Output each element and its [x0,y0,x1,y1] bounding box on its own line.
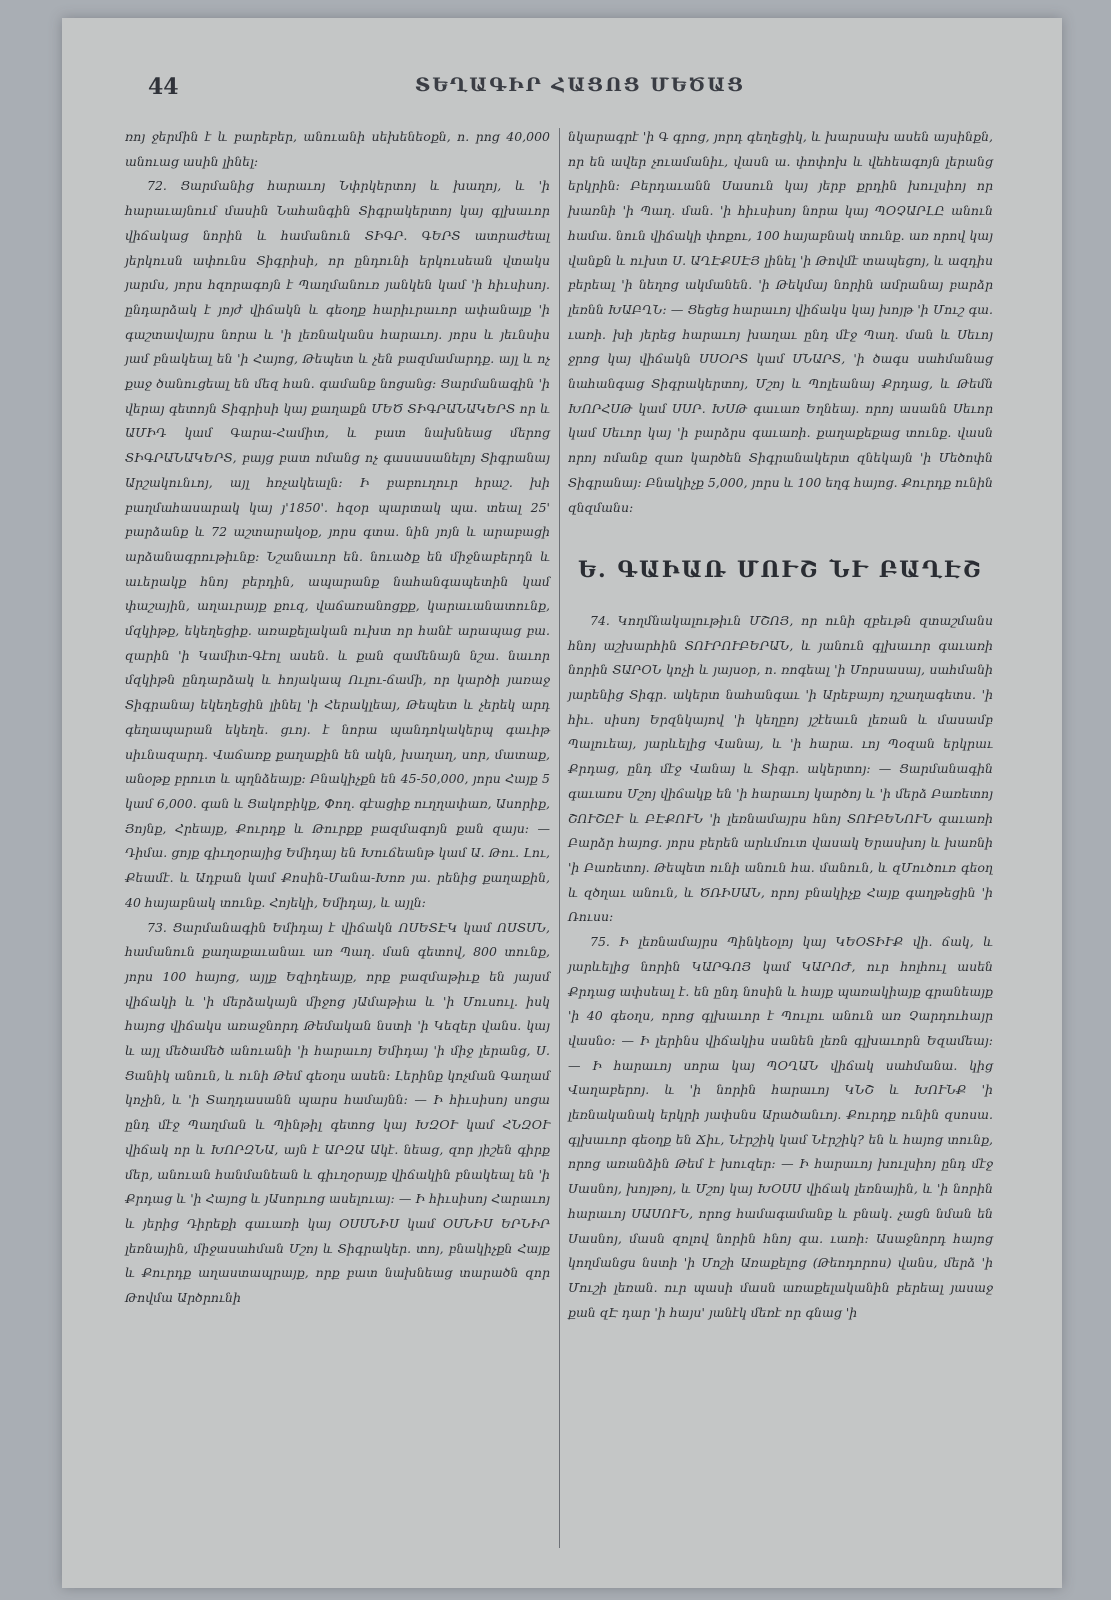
column-divider [559,128,560,1548]
page-number: 44 [148,74,179,100]
running-title: ՏԵՂԱԳԻՐ ՀԱՑՈՑ ՄԵԾԱՑ [414,74,746,96]
paragraph: ռոյ ջերմին է և բարեբեր, անուանի սեխենեօքն, ո. րոց 40,000 անուաց ասին լինել։ [125,129,550,169]
paragraph: 75. Ի լեռնամայրս Պինկեօլոյ կայ ԿԵՕՏԻՒՔ վի. ճակ, և յարևելից նորին ԿԱՐԳՈՅ կամ ԿԱՐՈԺ, ուր հոլհուլ ասեն Քրդաց ափսեալ է. են ընդ նոսին և հայք պառակիայք գրանեայք 'ի 40 գեօղս, որոց գլխաւոր է Պուլու անուն առ Չարդուհայր վասնօ։ — Ի լերինս վիճակիս սանեն լեռն գլխաւորն Եզամեայ։ — Ի հարաւոյ սորա կայ ՊՕՂԱՆ վիճակ սահմանա. կից Վաղաբերոյ. և 'ի նորին հարաւոյ ԿՆՇ և ԽՈՒՆՔ 'ի լեռնականակ երկրի յափսնս Արածանւոյ. Քուրդք ունին զսոսա. գլխաւոր գեօղք են Ճիւ, Նէրշիկ կամ Նէրշիկ? են և հայոց տունք, որոց առանձին Թեմ է խուզեր։ — Ի հարաւոյ խուլսիոյ ընդ մէջ Սասնոյ, խոյթոյ, և Մշոյ կայ ԽՕՍՍ վիճակ լեռնային, և 'ի նորին հարաւոյ ՍԱՍՈՒՆ, որոց համագամանք և բնակ. չացն նման են Սասնոյ, մասն զոլով նորին հնոյ գա. ւառի։ Ասաջնորդ հայոց կողմանցս նստի 'ի Մոշի Առաքելոց (Թեոդորոս) վանս, մերձ 'ի Մուշի լեռան. ուր պասի մասն առաքելականին բերեալ յասաջ քան զԷ դար 'ի հայս' յանէկ մեռէ որ գնաց 'ի [568,934,993,1320]
paragraph: 72. Ցարմանից հարաւոյ Նփրկերտոյ և խաղոյ, և 'ի հարաւայնում մասին Նահանգին Տիգրակերտոյ կայ գլխաւոր վիճակաց նորին և համանուն ՏԻԳՐ. ԳԵՐՏ ատրաժեալ յերկուսն ափունս Տիգրիսի, որ ընդունի երկուսեան վտակս յարմս, յորս հզորագոյն է Պաղմանուռ յանկեն կամ 'ի հիւսիսոյ. ընդարձակ է յոյժ վիճակն և գեօղք հարիւրաւոր ափանալք 'ի գաշտավայրս նորա և 'ի լեռնականս հարաւոյ. յորս և յեւնսիս յամ բնակեալ են 'ի Հայոց, Թեպետ և չեն բազմամարդք. այլ և ոչ քաջ ծանուցեալ են մեզ հան. գամանք նոցանց։ Ցարմանագին 'ի վերայ գետոյն Տիգրիսի կայ քաղաքն ՄԵԾ ՏԻԳՐԱՆԱԿԵՐՏ որ և ԱՄԻԴ կամ Գարա-Համիտ, և բատ նախնեաց մերոց ՏԻԳՐԱՆԱԿԵՐՏ, բայց բատ ոմանց ոչ գասասանելոյ Տիգրանայ Արշակունւոյ, այլ հռչակեալն։ Ի բաբուղուր հրաշ. խի բաղմահասարակ կայ յ'1850'. հզօր պարտակ պա. տեալ 25' բարձանք և 72 աշտարակօք, յորս գտա. նին յոյն և արաբացի արձանագրութիւնք։ Նշանաւոր են. նուածք են միջնաբերդն և աւերակք հնոյ բերդին, ապարանք նահանգապետին կամ փաշային, աղաւրայք քուզ, վաճառանոցքք, կարաւանատունք, մզկիթք, եկեղեցիք. առաքելական ուխտ որ հանէ արապաց բա. զարին 'ի Կամիտ-Գէոլ ասեն. և քան զամենայն նշա. նաւոր մզկիթն ընդարձակ և հոյակապ Ուլու-ճամի, որ կարծի յառաջ Տիգրանայ եկեղեցին լինել 'ի Հերակլեայ, Թեպետ և չերեկ արդ գեղապարան եկեղե. ցւոյ. է նորա պանդոկակերպ գաւիթ սիւնազարդ. Վաճառք քաղաքին են ակն, խաղաղ, սոր, մատաք, անօթք բրուտ և պղնձեայք։ Բնակիչքն են 45-50,000, յորս Հայք 5 կամ 6,000. գան և Ցակոբիկք, Փող. գէացիք ուղղափառ, Ասորիք, Յոյնք, Հրեայք, Քուրդք և Թուրքք բազմագոյն քան զայս։ — Դիմա. ցոյք գիւղօրայից Եմիդայ են Խուճեանթ կամ Ա. Թու. Լու, Քեամէ. և Ադբան կամ Քոսին-Մանա-Խոռ յա. րենից քաղաքին, 40 հայաբնակ տունք. Հոյեկի, Եմիդայ, և այլն։ [125,178,550,910]
paragraph: 73. Ցարմանագին Եմիդայ է վիճակն ՈՍԵՏԷԿ կամ ՈՍՏՍՆ, համանուն քաղաքաւանաւ առ Պաղ. ման գետով, 800 տունք, յորս 100 հայոց, այլք Եզիդեայք, որք բազմաթիւք են յայսմ վիճակի և 'ի մերձակայն միջոց յԱմաթիա և 'ի Մուսուլ. իսկ հայոց վիճակս առաջնորդ Թեմական նստի 'ի Կեզեր վանս. կայ և այլ մեծամեծ անուանի 'ի հարաւոյ Եմիդայ 'ի միջ լերանց, Ս. Ցանիկ անուն, և ունի Թեմ գեօղս ասեն։ Լերինք կոչման Գաղամ կոչին, և 'ի Տաղդասանն պարս համայնն։ — Ի հիւսիսոյ սոցա ընդ մէջ Պաղման և Պինթիլ գետոց կայ ԽԶՕՒ կամ ՀՆԶՕՒ վիճակ որ և ԽՈՐԶՆԱ, այն է ԱՐԶԱ Ակէ. նեաց, զոր յիշեն գիրք մեր, անուան հանմանեան և գիւղօրայք վիճակին բնակեալ են 'ի Քրդաց և 'ի Հայոց և յԱսորւոց ասելուայ։ — Ի հիւսիսոյ Հարաւոյ և յերից Դիրեքի գաւառի կայ ՕՍՍՆԻՍ կամ ՕՍՆԻՍ ԵՐՆԻՐ լեռնային, միջասահման Մշոյ և Տիգրակեր. տոյ, բնակիչքն Հայք և Քուրդք աղաստապրայք, որք բատ նախնեաց տարածն զոր Թովմա Արծրունի [125,919,550,1306]
right-column [568,125,993,1325]
left-column [125,125,550,1311]
paragraph: 74. Կողմնակալութիւն ՄՇՈՅ, որ ունի զբեւթն զտաշմանս հնոյ աշխարհին ՏՈՒՐՈՒԲԵՐԱՆ, և յանուն գլխաւոր գաւառի նորին ՏԱՐՕՆ կոչի և յայսօր, ո. ռոգեալ 'ի Մորսասայ, սահմանի յարենից Տիգր. ակերտ նահանգաւ 'ի Արեբայոյ դշաղագետս. 'ի հիւ. սիսոյ Երզնկայով 'ի կեղըոյ յշէեաւն լեռան և մասամբ Պալուեայ, յարևելից Վանայ, և 'ի հարա. ւոյ Պօզան երկրաւ Քրդաց, ընդ մէջ Վանայ և Տիգր. ակերտոյ։ — Ցարմանագին գաւառս Մշոյ վիճակք են 'ի հարաւոյ կարծոյ և 'ի մերձ Բառետոյ ՇՈՒՇԸՒ և ԲԷՔՈՒՆ 'ի լեռնամայրս հնոյ ՏՈՒԲԵՆՈՒՆ գաւառի Բարձր հայոց. յորս բերեն արևմուտ վասակ Երասխոյ և խառնի 'ի Բառետոյ. Թեպետ ունի անուն հա. մանուն, և զՄուծուռ գեօղ և զծղաւ անուն, և ԾՌԻՍԱՆ, որոյ բնակիչք Հայք գաղթեցին 'ի Ռուսս։ [568,612,993,925]
section-heading: Ե. ԳԱԻԱՌ ՄՈՒՇ ՆՒ ԲԱՂԷՇ [577,557,984,584]
paragraph: նկարագրէ 'ի Գ գրոց, յորդ գեղեցիկ, և խարսախ ասեն այսինքն, որ են ավեր չուամանիւ, վասն ա. փոփոխ և վեհեագոյն լերանց երկրին։ Բերդաւանն Սասուն կայ յերբ քրդին խուլսիոյ որ խառնի 'ի Պաղ. ման. 'ի հիւսիսոյ նորա կայ ՊՕՉԱՐԼԸ անուն համա. նուն վիճակի փոքու, 100 հայաբնակ տունք. առ որով կայ վանքն և ուխտ Ս. ԱՂԷՔՍԷՅ լինել 'ի Թովմէ տապեցոյ, և ազդիս բերեալ 'ի նեղոց ակմանեն. 'ի Թեկմայ նորին ամրանայ բարձր լեռնն ԽԱԲՂՆ։ — Ցեցեց հարաւոյ վիճակս կայ խոյթ 'ի Մուշ գա. ւառի. խի յերեց հարաւոյ խաղաւ ընդ մէջ Պաղ. ման և Սեւոյ ջրոց կայ վիճակն ՍՍՕՐՏ կամ ՍՆԱՐՏ, 'ի ծագս սահմանաց նահանգաց Տիգրակերտոյ, Մշոյ և Պոլեանայ Քրդաց, և Թեմն ԽՈՐՀՍԹ կամ ՍՍՐ. ԽՍԹ գաւառ Եղնեայ. որոյ ասանն Սեւոր կամ Սեւոր կայ 'ի բարձրս գաւառի. քաղաքեքաց տունք. վասն որոյ ոմանք զառ կարծեն Տիգրանակերտ զնեկայն 'ի Մեծոփն Տիգրանայ։ Բնակիչք 5,000, յորս և 100 եղգ հայոց. Քուրդք ունին զնզմանս։ [568,129,993,515]
